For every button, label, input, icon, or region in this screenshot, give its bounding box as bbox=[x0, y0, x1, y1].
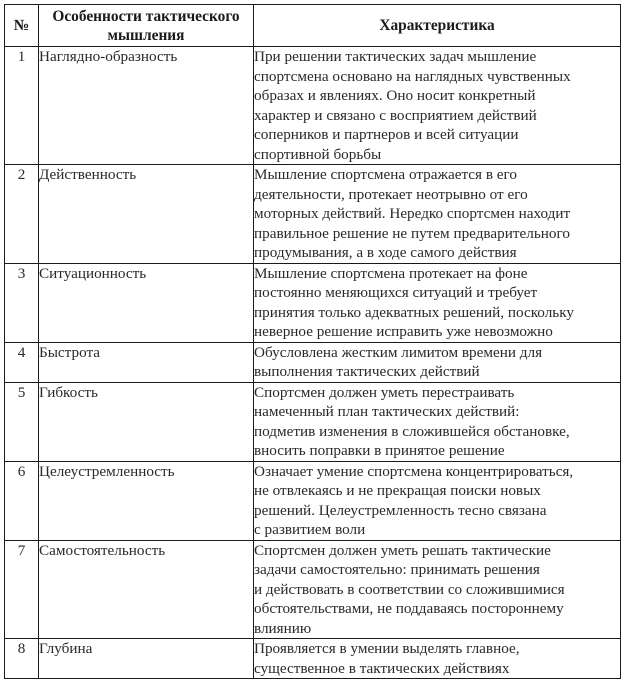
characteristic-line: Обусловлена жестким лимитом времени для bbox=[254, 343, 543, 361]
table-row bbox=[5, 382, 621, 461]
characteristic-line: характер и связано с восприятием действий bbox=[254, 106, 537, 124]
row-characteristic bbox=[254, 540, 621, 639]
row-feature: Наглядно-образность bbox=[39, 47, 254, 165]
row-characteristic bbox=[254, 263, 621, 342]
row-number: 1 bbox=[5, 47, 39, 165]
characteristic-line: Спортсмен должен уметь перестраивать bbox=[254, 383, 515, 401]
characteristic-line: деятельности, протекает неотрывно от его bbox=[254, 185, 528, 203]
characteristic-line: соперников и партнеров и всей ситуации bbox=[254, 126, 519, 143]
row-feature: Целеустремленность bbox=[39, 461, 254, 540]
characteristic-line: При решении тактических задач мышление bbox=[254, 48, 537, 65]
row-feature: Быстрота bbox=[39, 342, 254, 382]
row-feature: Самостоятельность bbox=[39, 540, 254, 639]
characteristic-line: обстоятельствами, не поддаваясь постороннему bbox=[254, 600, 564, 617]
row-characteristic bbox=[254, 382, 621, 461]
characteristic-line: Означает умение спортсмена концентрироваться, bbox=[254, 462, 574, 480]
characteristic-line: правильное решение не путем предварительного bbox=[254, 224, 570, 242]
row-number: 2 bbox=[5, 165, 39, 264]
table-row bbox=[5, 47, 621, 165]
characteristic-line: вносить поправки в принятое решение bbox=[254, 442, 505, 459]
characteristic-line: принятия только адекватных решений, поскольку bbox=[254, 303, 574, 321]
characteristic-line: продумывания, а в ходе самого действия bbox=[254, 244, 517, 261]
row-feature: Действенность bbox=[39, 165, 254, 264]
characteristic-line: Мышление спортсмена отражается в его bbox=[254, 166, 517, 183]
characteristic-line: Мышление спортсмена протекает на фоне bbox=[254, 264, 528, 282]
table-row bbox=[5, 263, 621, 342]
row-characteristic bbox=[254, 165, 621, 264]
header-number: № bbox=[5, 5, 39, 47]
table-row bbox=[5, 165, 621, 264]
header-characteristic: Характеристика bbox=[254, 5, 621, 47]
row-feature: Глубина bbox=[39, 639, 254, 679]
characteristic-line: решений. Целеустремленность тесно связана bbox=[254, 501, 547, 519]
row-characteristic bbox=[254, 342, 621, 382]
characteristic-line: не отвлекаясь и не прекращая поиски новых bbox=[254, 482, 541, 499]
row-number: 7 bbox=[5, 540, 39, 639]
tactical-thinking-table bbox=[4, 4, 621, 679]
header-feature: Особенности тактического мышления bbox=[39, 5, 254, 47]
characteristic-line: задачи самостоятельно: принимать решения bbox=[254, 561, 540, 578]
row-characteristic bbox=[254, 47, 621, 165]
characteristic-line: Проявляется в умении выделять главное, bbox=[254, 640, 520, 657]
table-body bbox=[5, 47, 621, 679]
characteristic-line: неверное решение исправить уже невозможно bbox=[254, 323, 553, 340]
row-feature: Ситуационность bbox=[39, 263, 254, 342]
row-feature: Гибкость bbox=[39, 382, 254, 461]
row-number: 4 bbox=[5, 342, 39, 382]
row-characteristic bbox=[254, 461, 621, 540]
characteristic-line: существенное в тактических действиях bbox=[254, 659, 510, 677]
characteristic-line: спортивной борьбы bbox=[254, 145, 382, 163]
characteristic-line: выполнения тактических действий bbox=[254, 363, 480, 380]
table-header-row bbox=[5, 5, 621, 47]
characteristic-line: моторных действий. Нередко спортсмен находит bbox=[254, 205, 571, 222]
row-number: 6 bbox=[5, 461, 39, 540]
characteristic-line: спортсмена основано на наглядных чувственных bbox=[254, 67, 571, 85]
characteristic-line: и действовать в соответствии со сложившимися bbox=[254, 580, 565, 598]
row-number: 5 bbox=[5, 382, 39, 461]
table-row bbox=[5, 461, 621, 540]
characteristic-line: Спортсмен должен уметь решать тактические bbox=[254, 541, 551, 559]
characteristic-line: намеченный план тактических действий: bbox=[254, 403, 520, 420]
characteristic-line: влиянию bbox=[254, 619, 312, 637]
characteristic-line: с развитием воли bbox=[254, 521, 366, 538]
table-row bbox=[5, 342, 621, 382]
characteristic-line: образах и явлениях. Оно носит конкретный bbox=[254, 87, 536, 104]
characteristic-line: постоянно меняющихся ситуаций и требует bbox=[254, 284, 538, 301]
row-number: 3 bbox=[5, 263, 39, 342]
row-number: 8 bbox=[5, 639, 39, 679]
characteristic-line: подметив изменения в сложившейся обстановке, bbox=[254, 422, 570, 440]
table-row bbox=[5, 540, 621, 639]
